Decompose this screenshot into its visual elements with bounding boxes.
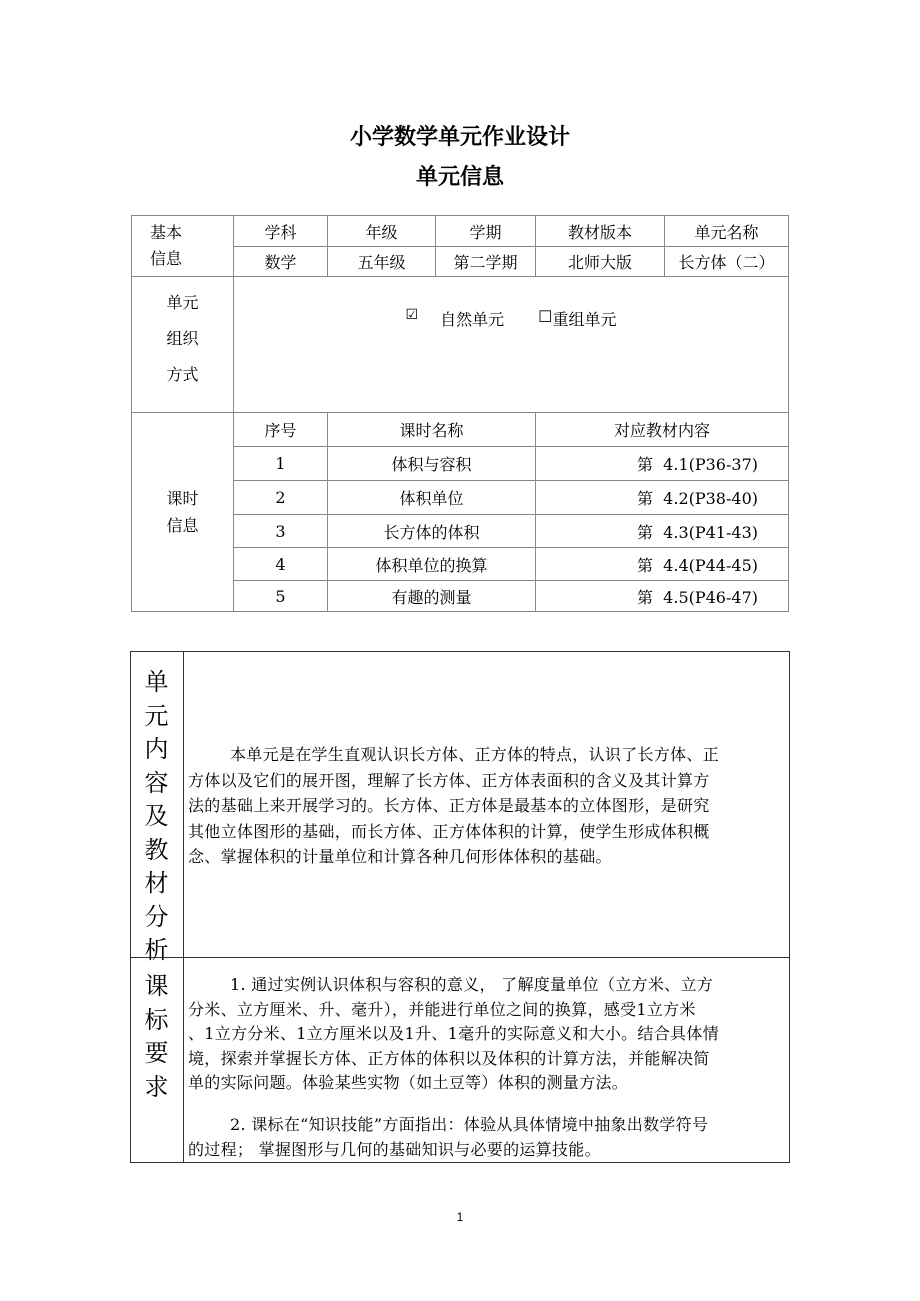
paragraph-line: 2. 课标在“知识技能”方面指出：体验从具体情境中抽象出数学符号 [230, 1115, 709, 1134]
paragraph-line: 本单元是在学生直观认识长方体、正方体的特点，认识了长方体、正 [230, 745, 720, 764]
section-title: 单元信息 [415, 165, 504, 190]
organization-options [233, 276, 789, 413]
label-char: 单 [144, 668, 169, 696]
paragraph-line: 念、掌握体积的计量单位和计算各种几何形体体积的基础。 [188, 847, 612, 866]
basic-value: 五年级 [327, 246, 436, 277]
label-char: 及 [144, 802, 169, 830]
page-number: 1 [456, 1210, 464, 1224]
paragraph-line: 、1立方分米、1立方厘米以及1升、1毫升的实际意义和大小。结合具体情 [188, 1024, 719, 1043]
paragraph-line: 的过程； 掌握图形与几何的基础知识与必要的运算技能。 [188, 1140, 601, 1159]
vertical-label [130, 970, 183, 1104]
label-line: 单元 [166, 293, 199, 312]
label-char: 分 [144, 902, 169, 931]
basic-header: 单元名称 [664, 215, 789, 247]
label-char: 析 [144, 936, 169, 964]
document-title: 小学数学单元作业设计 [349, 125, 570, 150]
label-char: 课 [144, 972, 169, 1000]
organization-label [131, 276, 234, 413]
lesson-cell: 体积与容积 [327, 446, 536, 481]
label-line: 课时 [166, 489, 199, 508]
lesson-cell: 3 [233, 514, 328, 548]
lesson-cell: 第 4.5(P46-47) [535, 580, 789, 612]
basic-header: 教材版本 [535, 215, 665, 247]
lesson-cell: 有趣的测量 [327, 580, 536, 612]
lesson-cell: 第 4.3(P41-43) [535, 514, 789, 548]
lesson-cell: 1 [233, 446, 328, 481]
vertical-label [130, 666, 183, 968]
label-char: 标 [144, 1005, 169, 1034]
label-line: 方式 [166, 365, 199, 384]
basic-value: 长方体（二） [664, 246, 789, 277]
lesson-cell: 第 4.1(P36-37) [535, 446, 789, 481]
lesson-cell: 5 [233, 580, 328, 612]
checkbox-natural-unit[interactable]: ☑ [405, 307, 419, 323]
lesson-cell: 长方体的体积 [327, 514, 536, 548]
basic-header: 学期 [435, 215, 536, 247]
lesson-header: 课时名称 [327, 412, 536, 447]
label-line: 组织 [166, 329, 199, 348]
label-char: 教 [144, 835, 169, 864]
paragraph-line: 方体以及它们的展开图，理解了长方体、正方体表面积的含义及其计算方 [188, 770, 710, 790]
lesson-cell: 4 [233, 547, 328, 581]
lesson-cell: 体积单位 [327, 480, 536, 515]
label-line: 信息 [150, 249, 183, 268]
option-regrouped-unit: 重组单元 [552, 310, 617, 329]
label-char: 元 [144, 701, 169, 730]
paragraph-line: 单的实际问题。体验某些实物（如土豆等）体积的测量方法。 [188, 1073, 629, 1092]
lesson-cell: 第 4.4(P44-45) [535, 547, 789, 581]
paragraph-line: 境，探索并掌握长方体、正方体的体积以及体积的计算方法，并能解决简 [188, 1048, 710, 1068]
lesson-header: 序号 [233, 412, 328, 447]
paragraph-line: 1. 通过实例认识体积与容积的意义， 了解度量单位（立方米、立方 [230, 975, 714, 994]
paragraph-line: 分米、立方厘米、升、毫升），并能进行单位之间的换算，感受1立方米 [188, 999, 696, 1019]
lesson-cell: 2 [233, 480, 328, 515]
label-line: 信息 [166, 516, 199, 535]
basic-value: 数学 [233, 246, 328, 277]
label-char: 求 [144, 1072, 169, 1101]
label-line: 基本 [150, 223, 183, 242]
lesson-info-label [131, 412, 234, 612]
basic-header: 学科 [233, 215, 328, 247]
lesson-header: 对应教材内容 [535, 412, 789, 447]
paragraph-line: 法的基础上来开展学习的。长方体、正方体是最基本的立体图形，是研究 [188, 796, 710, 815]
lesson-cell: 体积单位的换算 [327, 547, 536, 581]
label-char: 材 [144, 869, 169, 897]
basic-value: 北师大版 [535, 246, 665, 277]
label-char: 要 [144, 1039, 169, 1067]
basic-info-label [131, 215, 234, 277]
lesson-cell: 第 4.2(P38-40) [535, 480, 789, 515]
option-natural-unit: 自然单元 [440, 310, 505, 329]
basic-value: 第二学期 [435, 246, 536, 277]
checkbox-regrouped-unit[interactable]: ☐ [538, 307, 553, 326]
paragraph-line: 其他立体图形的基础，而长方体、正方体体积的计算，使学生形成体积概 [188, 821, 710, 841]
label-char: 容 [144, 768, 169, 797]
label-char: 内 [144, 735, 169, 763]
basic-header: 年级 [327, 215, 436, 247]
